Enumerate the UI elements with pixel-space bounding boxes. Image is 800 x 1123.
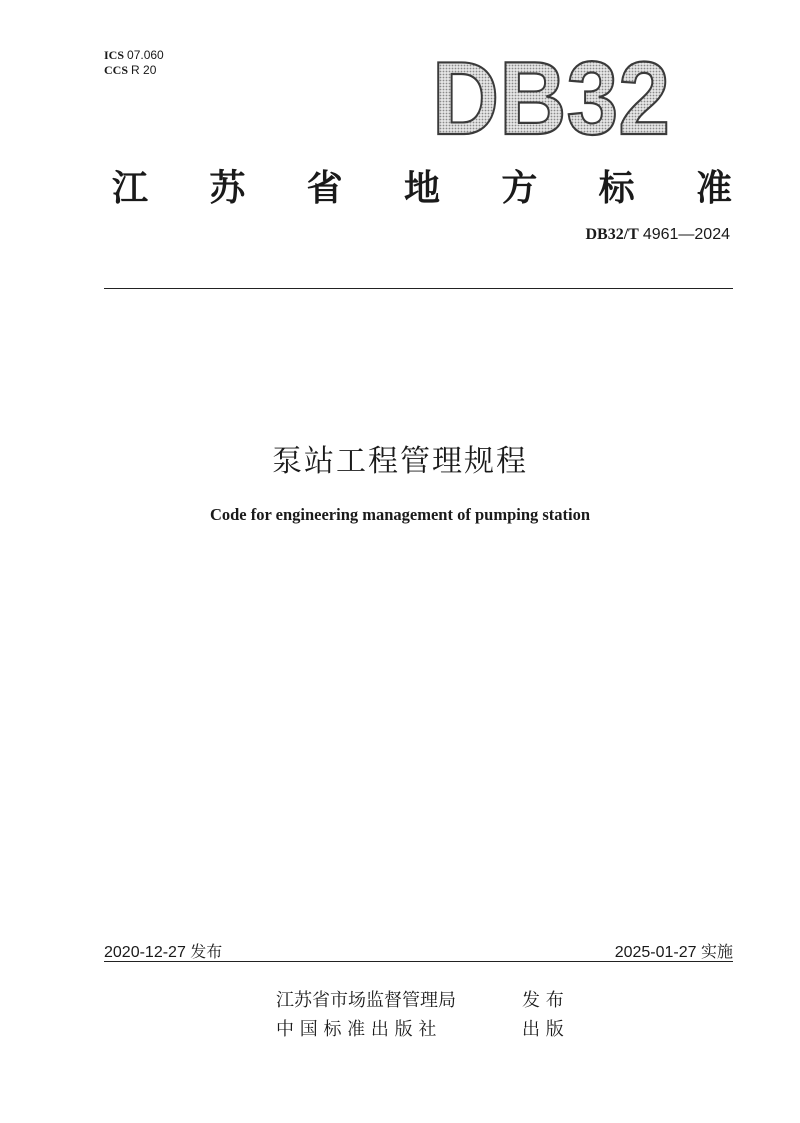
db32-logo-text: DB32 (432, 52, 670, 142)
standard-kind-char: 地 (403, 168, 440, 209)
ccs-code (104, 63, 164, 78)
ics-code (104, 48, 164, 63)
publisher-role: 发 布 (522, 990, 564, 1011)
db32-logo (430, 52, 674, 142)
standard-kind-char: 方 (501, 168, 538, 209)
standard-kind (112, 160, 732, 211)
standard-kind-char: 苏 (209, 168, 246, 209)
standard-number (585, 226, 730, 244)
classification-codes (104, 48, 164, 78)
bottom-divider (104, 961, 733, 962)
ccs-label: CCS (104, 63, 129, 77)
title-english: Code for engineering management of pumping station (209, 505, 591, 524)
publisher-role: 出 版 (522, 1019, 564, 1040)
publisher-name: 中 国 标 准 出 版 社 (276, 1019, 437, 1040)
top-divider (104, 288, 733, 289)
publisher-name: 江苏省市场监督管理局 (276, 990, 456, 1011)
publisher-row (276, 986, 574, 1012)
title-chinese: 泵站工程管理规程 (272, 444, 528, 479)
ics-label: ICS (104, 48, 125, 62)
effective-date: 2025-01-27 实施 (614, 944, 733, 961)
ics-value: 07.060 (127, 48, 164, 62)
publisher-row (276, 1015, 574, 1041)
release-date: 2020-12-27 发布 (104, 944, 223, 961)
standard-number-value: 4961—2024 (642, 226, 730, 243)
ccs-value: R 20 (131, 63, 157, 77)
standard-kind-char: 准 (695, 168, 732, 209)
standard-number-prefix: DB32/T (585, 226, 639, 243)
standard-kind-char: 标 (598, 168, 635, 209)
standard-kind-char: 江 (112, 168, 149, 209)
standard-kind-char: 省 (306, 168, 343, 209)
